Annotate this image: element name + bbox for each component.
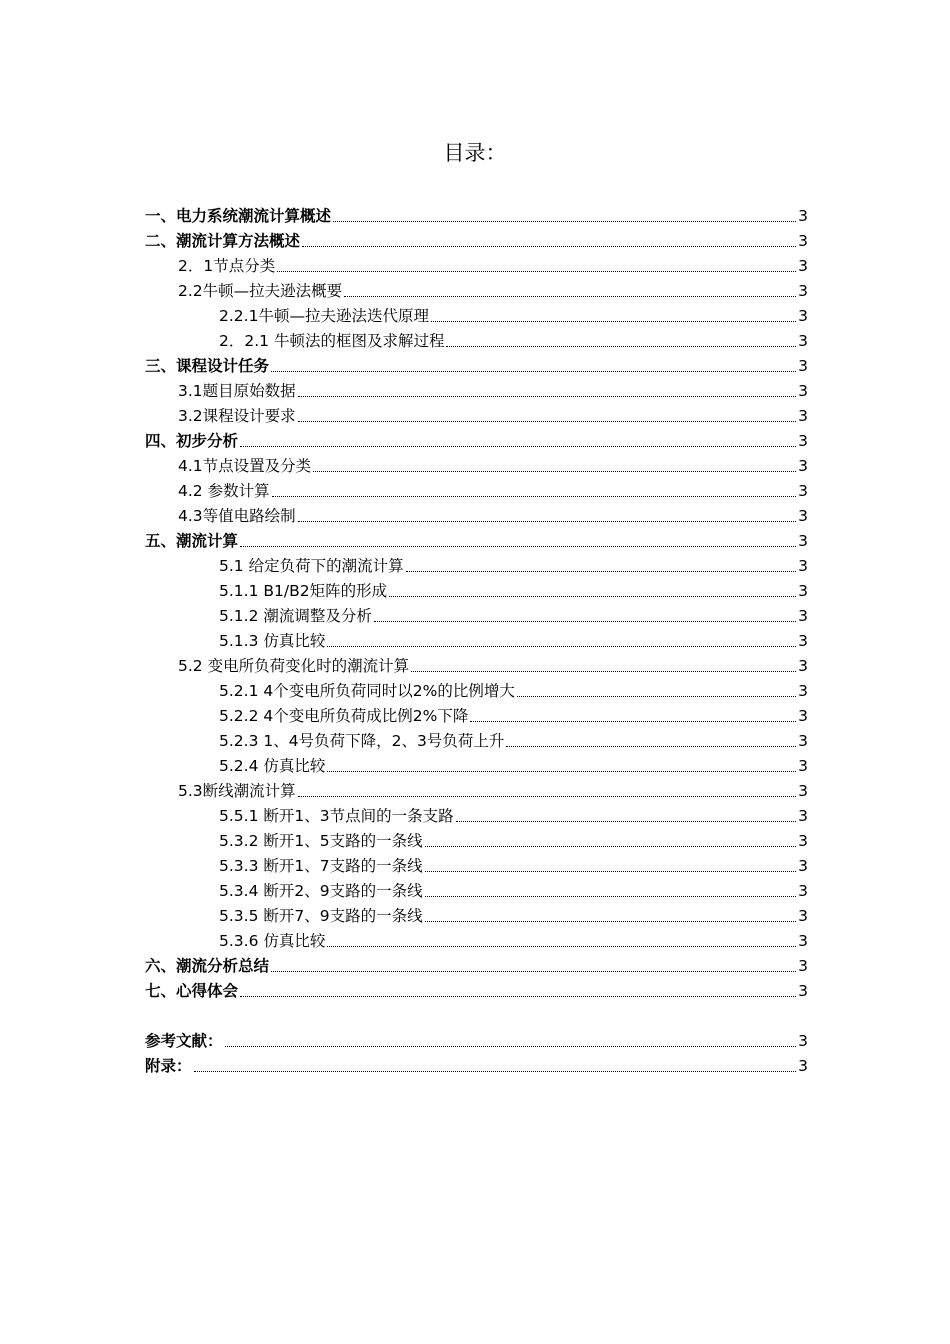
toc-entry-page: 3 <box>798 832 808 850</box>
dot-leader <box>344 296 796 297</box>
toc-entry-page: 3 <box>798 682 808 700</box>
toc-entry[interactable] <box>145 251 808 276</box>
toc-entry-label: 5.3.5 断开7、9支路的一条线 <box>219 907 423 925</box>
toc-entry-page: 3 <box>798 357 808 375</box>
toc-entry[interactable] <box>145 501 808 526</box>
dot-leader <box>313 471 796 472</box>
toc-entry-label: 附录： <box>145 1057 192 1075</box>
dot-leader <box>425 921 797 922</box>
toc-entry[interactable] <box>145 876 808 901</box>
toc-entry-label: 七、心得体会 <box>145 982 239 1000</box>
toc-entry[interactable] <box>145 1026 808 1051</box>
toc-entry-label: 四、初步分析 <box>145 432 239 450</box>
toc-entry-label: 5.1.3 仿真比较 <box>219 632 326 650</box>
dot-leader <box>277 271 796 272</box>
toc-entry[interactable] <box>145 726 808 751</box>
toc-entry-page: 3 <box>798 1057 808 1075</box>
dot-leader <box>327 771 796 772</box>
dot-leader <box>240 996 796 997</box>
toc-entry-label: 4.1节点设置及分类 <box>178 457 312 475</box>
dot-leader <box>374 621 796 622</box>
toc-entry-page: 3 <box>798 432 808 450</box>
toc-entry[interactable] <box>145 676 808 701</box>
toc-entry-label: 5.2.2 4个变电所负荷成比例2%下降 <box>219 707 469 725</box>
toc-entry-label: 5.1.2 潮流调整及分析 <box>219 607 372 625</box>
toc-entry[interactable] <box>145 351 808 376</box>
toc-entry[interactable] <box>145 276 808 301</box>
dot-leader <box>302 246 796 247</box>
toc-entry-label: 五、潮流计算 <box>145 532 239 550</box>
dot-leader <box>298 796 796 797</box>
dot-leader <box>389 596 796 597</box>
toc-entry[interactable] <box>145 801 808 826</box>
toc-entry-page: 3 <box>798 282 808 300</box>
toc-entry[interactable] <box>145 626 808 651</box>
toc-entry[interactable] <box>145 526 808 551</box>
toc-entry-label: 一、电力系统潮流计算概述 <box>145 207 332 225</box>
toc-entry[interactable] <box>145 451 808 476</box>
dot-leader <box>470 721 796 722</box>
table-of-contents <box>145 201 808 1076</box>
toc-entry[interactable] <box>145 901 808 926</box>
toc-entry-label: 5.1 给定负荷下的潮流计算 <box>219 557 404 575</box>
toc-entry-label: 5.3.2 断开1、5支路的一条线 <box>219 832 423 850</box>
dot-leader <box>271 371 796 372</box>
dot-leader <box>333 221 796 222</box>
toc-entry-label: 5.2.4 仿真比较 <box>219 757 326 775</box>
toc-entry-label: 5.5.1 断开1、3节点间的一条支路 <box>219 807 454 825</box>
toc-entry[interactable] <box>145 751 808 776</box>
toc-entry[interactable] <box>145 1051 808 1076</box>
toc-entry-page: 3 <box>798 907 808 925</box>
toc-entry-page: 3 <box>798 957 808 975</box>
toc-entry[interactable] <box>145 651 808 676</box>
dot-leader <box>425 896 797 897</box>
toc-entry-page: 3 <box>798 657 808 675</box>
spacer <box>145 1001 808 1026</box>
toc-entry-page: 3 <box>798 332 808 350</box>
dot-leader <box>271 971 796 972</box>
toc-entry-label: 2．2.1 牛顿法的框图及求解过程 <box>219 332 445 350</box>
toc-entry[interactable] <box>145 201 808 226</box>
dot-leader <box>225 1046 797 1047</box>
toc-entry-label: 六、潮流分析总结 <box>145 957 270 975</box>
toc-entry-label: 5.3.3 断开1、7支路的一条线 <box>219 857 423 875</box>
dot-leader <box>425 846 797 847</box>
toc-entry-page: 3 <box>798 782 808 800</box>
toc-entry[interactable] <box>145 551 808 576</box>
dot-leader <box>517 696 796 697</box>
toc-entry-page: 3 <box>798 382 808 400</box>
dot-leader <box>411 671 796 672</box>
dot-leader <box>298 421 796 422</box>
toc-entry-page: 3 <box>798 632 808 650</box>
dot-leader <box>298 521 796 522</box>
toc-entry-page: 3 <box>798 582 808 600</box>
toc-entry-page: 3 <box>798 507 808 525</box>
toc-entry-page: 3 <box>798 1032 808 1050</box>
dot-leader <box>456 821 797 822</box>
toc-entry[interactable] <box>145 851 808 876</box>
toc-entry[interactable] <box>145 326 808 351</box>
toc-entry-page: 3 <box>798 457 808 475</box>
toc-entry-page: 3 <box>798 232 808 250</box>
toc-title: 目录： <box>443 141 507 165</box>
dot-leader <box>240 446 796 447</box>
toc-entry-page: 3 <box>798 607 808 625</box>
toc-entry-label: 5.2.1 4个变电所负荷同时以2%的比例增大 <box>219 682 515 700</box>
toc-entry[interactable] <box>145 576 808 601</box>
toc-entry-page: 3 <box>798 857 808 875</box>
toc-entry-page: 3 <box>798 557 808 575</box>
toc-entry-label: 5.2.3 1、4号负荷下降，2、3号负荷上升 <box>219 732 505 750</box>
toc-entry-label: 5.3断线潮流计算 <box>178 782 296 800</box>
toc-entry-page: 3 <box>798 307 808 325</box>
toc-entry[interactable] <box>145 426 808 451</box>
toc-entry-page: 3 <box>798 732 808 750</box>
toc-entry-label: 2.2.1牛顿—拉夫逊法迭代原理 <box>219 307 429 325</box>
dot-leader <box>240 546 796 547</box>
toc-entry[interactable] <box>145 701 808 726</box>
dot-leader <box>194 1071 797 1072</box>
toc-entry-page: 3 <box>798 982 808 1000</box>
dot-leader <box>327 946 796 947</box>
dot-leader <box>425 871 797 872</box>
toc-entry-page: 3 <box>798 532 808 550</box>
toc-entry-label: 参考文献： <box>145 1032 223 1050</box>
toc-entry-page: 3 <box>798 757 808 775</box>
toc-entry-label: 3.2课程设计要求 <box>178 407 296 425</box>
toc-entry-label: 5.2 变电所负荷变化时的潮流计算 <box>178 657 410 675</box>
toc-entry[interactable] <box>145 401 808 426</box>
toc-entry-page: 3 <box>798 482 808 500</box>
toc-entry[interactable] <box>145 226 808 251</box>
toc-entry[interactable] <box>145 601 808 626</box>
toc-entry[interactable] <box>145 951 808 976</box>
toc-entry[interactable] <box>145 301 808 326</box>
toc-entry-label: 二、潮流计算方法概述 <box>145 232 301 250</box>
toc-entry-page: 3 <box>798 882 808 900</box>
toc-entry-page: 3 <box>798 932 808 950</box>
toc-entry-label: 三、课程设计任务 <box>145 357 270 375</box>
toc-entry[interactable] <box>145 926 808 951</box>
toc-entry-label: 4.2 参数计算 <box>178 482 270 500</box>
dot-leader <box>327 646 796 647</box>
toc-entry-label: 5.1.1 B1/B2矩阵的形成 <box>219 582 388 600</box>
toc-entry[interactable] <box>145 776 808 801</box>
dot-leader <box>431 321 796 322</box>
toc-entry-label: 3.1题目原始数据 <box>178 382 296 400</box>
dot-leader <box>506 746 796 747</box>
toc-entry-label: 5.3.6 仿真比较 <box>219 932 326 950</box>
toc-entry-label: 5.3.4 断开2、9支路的一条线 <box>219 882 423 900</box>
toc-entry[interactable] <box>145 976 808 1001</box>
dot-leader <box>298 396 796 397</box>
toc-entry[interactable] <box>145 476 808 501</box>
dot-leader <box>272 496 797 497</box>
toc-entry-page: 3 <box>798 807 808 825</box>
toc-entry[interactable] <box>145 376 808 401</box>
toc-entry-page: 3 <box>798 257 808 275</box>
toc-entry[interactable] <box>145 826 808 851</box>
toc-entry-label: 2．1节点分类 <box>178 257 276 275</box>
toc-entry-label: 4.3等值电路绘制 <box>178 507 296 525</box>
toc-entry-label: 2.2牛顿—拉夫逊法概要 <box>178 282 343 300</box>
toc-entry-page: 3 <box>798 207 808 225</box>
dot-leader <box>446 346 796 347</box>
toc-entry-page: 3 <box>798 707 808 725</box>
toc-entry-page: 3 <box>798 407 808 425</box>
dot-leader <box>406 571 797 572</box>
